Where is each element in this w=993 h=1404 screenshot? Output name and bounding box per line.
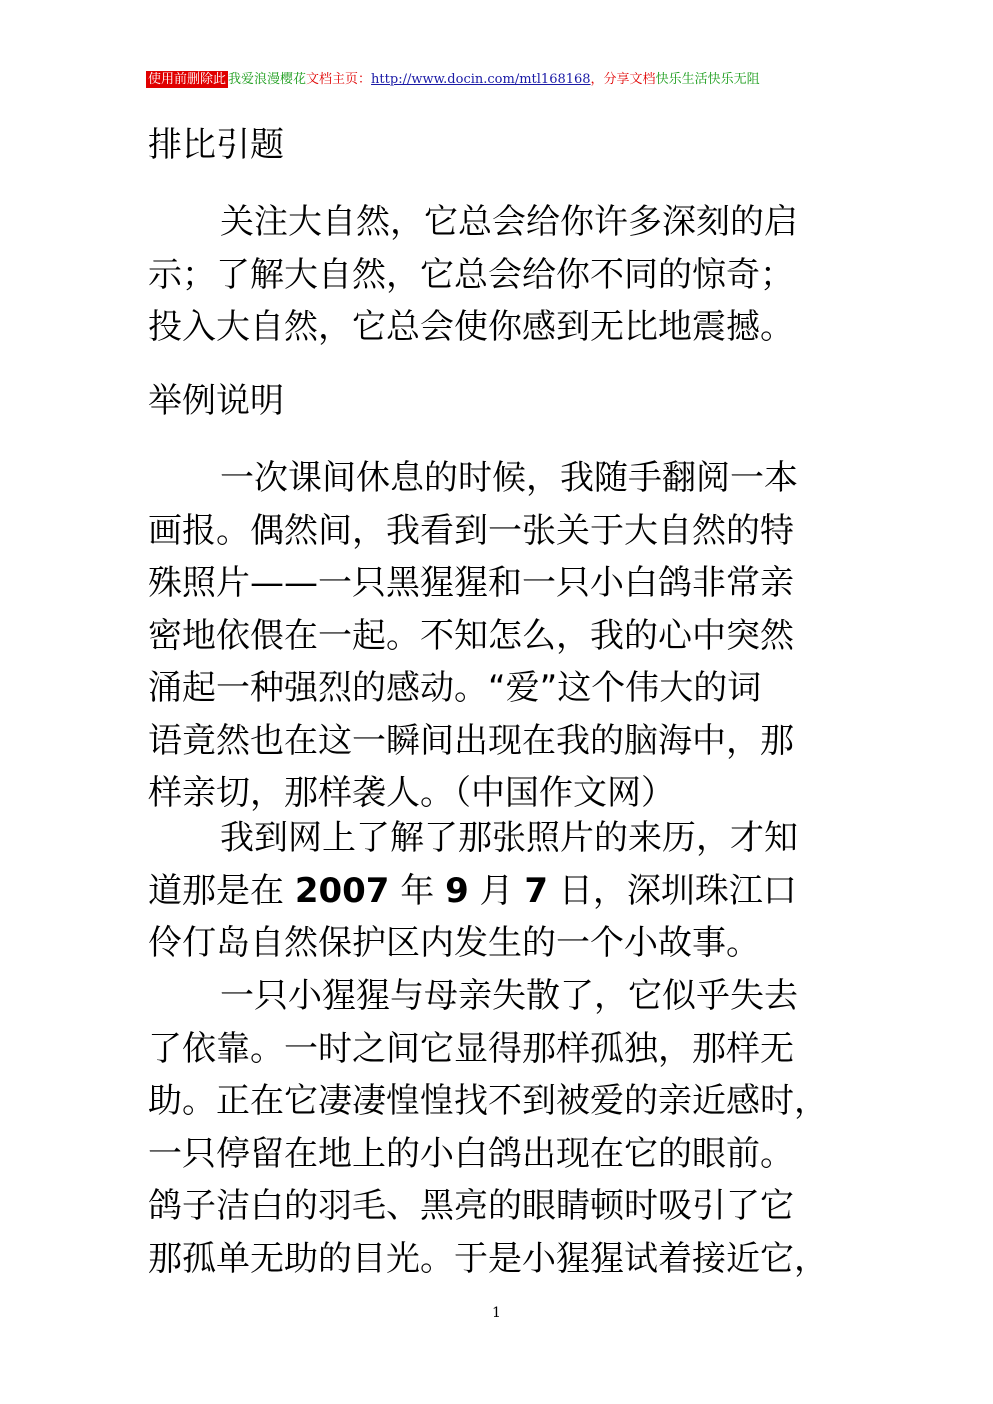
- paragraph-line: 示；了解大自然，它总会给你不同的惊奇；: [148, 254, 794, 295]
- paragraph-line: 殊照片——一只黑猩猩和一只小白鸽非常亲: [148, 563, 794, 603]
- paragraph-line: 一只小猩猩与母亲失散了，它似乎失去: [220, 976, 798, 1016]
- date-year: 2007: [294, 870, 390, 911]
- header-url-link[interactable]: http://www.docin.com/mtl168168: [371, 72, 591, 87]
- paragraph-line: 样亲切，那样袭人。（中国作文网）: [148, 773, 675, 813]
- page-number: 1: [492, 1305, 501, 1321]
- header-banner: [146, 70, 760, 90]
- paragraph-example-2: [148, 812, 848, 970]
- section-heading-1: 排比引题: [148, 125, 284, 165]
- paragraph-line: 一只停留在地上的小白鸽出现在它的眼前。: [148, 1133, 794, 1174]
- date-text-c: 月: [468, 870, 525, 911]
- paragraph-example-1: [148, 452, 848, 820]
- paragraph-line: 画报。偶然间，我看到一张关于大自然的特: [148, 510, 794, 551]
- header-prefix: 文档主页：: [306, 72, 372, 87]
- paragraph-intro: [148, 196, 848, 354]
- paragraph-line: 关注大自然，它总会给你许多深刻的启: [220, 202, 798, 242]
- paragraph-line: 我到网上了解了那张照片的来历，才知: [220, 818, 798, 858]
- paragraph-line: 语竟然也在这一瞬间出现在我的脑海中，那: [148, 720, 794, 761]
- paragraph-line: 密地依偎在一起。不知怎么，我的心中突然: [148, 615, 794, 656]
- header-suffix: ，分享文档: [590, 72, 656, 87]
- paragraph-line: 投入大自然，它总会使你感到无比地震撼。: [148, 307, 794, 347]
- paragraph-line: 助。正在它凄凄惶惶找不到被爱的亲近感时，: [148, 1081, 828, 1121]
- paragraph-line: 涌起一种强烈的感动。“爱”这个伟大的词: [148, 668, 762, 708]
- date-text-a: 道那是在: [148, 870, 295, 911]
- paragraph-line: 伶仃岛自然保护区内发生的一个小故事。: [148, 923, 760, 963]
- paragraph-line-date: [148, 865, 848, 918]
- date-month: 9: [445, 870, 469, 911]
- paragraph-example-3: [148, 970, 848, 1285]
- date-day: 7: [524, 870, 549, 911]
- section-heading-2: 举例说明: [148, 381, 284, 421]
- date-text-d: 日，深圳珠江口: [548, 870, 797, 911]
- paragraph-line: 那孤单无助的目光。于是小猩猩试着接近它，: [148, 1238, 828, 1279]
- header-tag: 使用前删除此: [148, 72, 227, 87]
- header-site-label: 我爱浪漫樱花: [228, 72, 307, 87]
- header-slogan: 快乐生活快乐无阻: [655, 72, 760, 87]
- date-text-b: 年: [389, 870, 446, 911]
- paragraph-line: 鸽子洁白的羽毛、黑亮的眼睛顿时吸引了它: [148, 1186, 794, 1226]
- paragraph-line: 了依靠。一时之间它显得那样孤独，那样无: [148, 1028, 794, 1069]
- paragraph-line: 一次课间休息的时候，我随手翻阅一本: [220, 458, 798, 498]
